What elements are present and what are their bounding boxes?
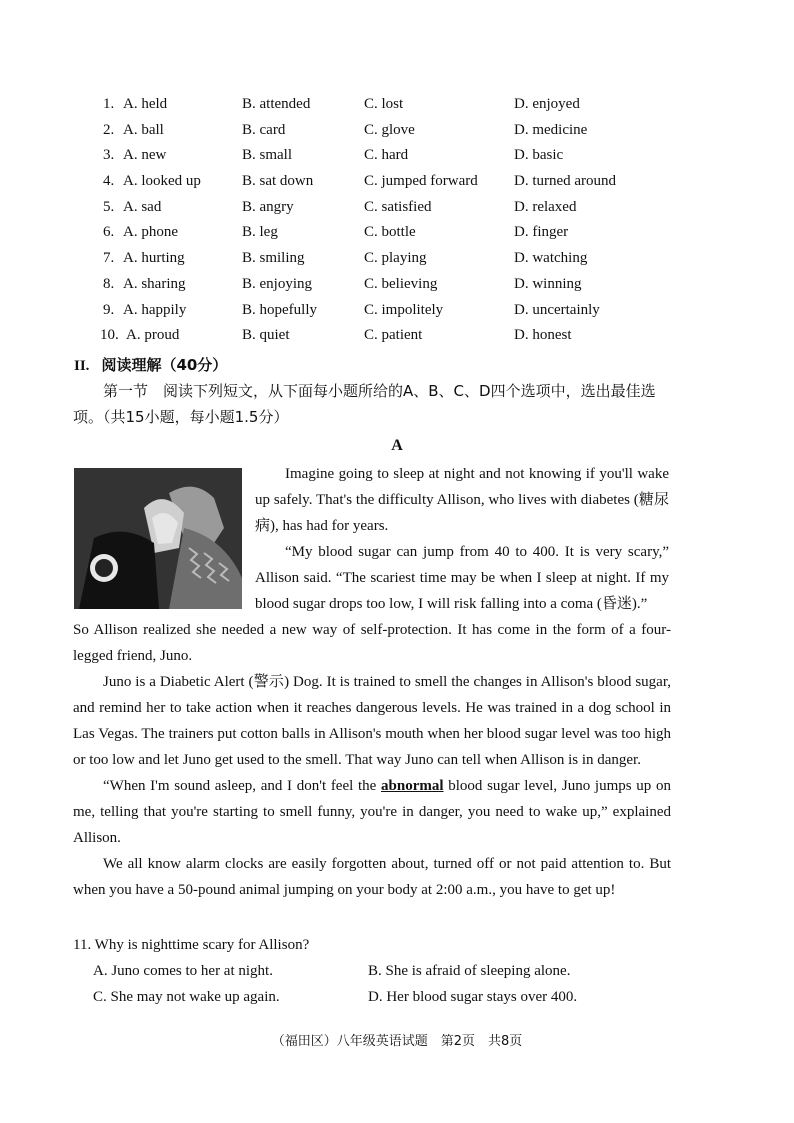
passage-photo (74, 468, 242, 609)
question-number: 5. (103, 198, 115, 215)
question-number: 1. (103, 96, 115, 112)
paragraph-4 (73, 773, 671, 851)
option-c: C. impolitely (364, 301, 444, 318)
question-number: 6. (103, 224, 115, 241)
option-a: A. ball (123, 121, 164, 138)
option-d: D. basic (514, 147, 564, 164)
choice-row (93, 984, 653, 1010)
option-a: A. sharing (123, 275, 186, 292)
choice-a: A. Juno comes to her at night. (93, 963, 273, 979)
option-b: B. attended (242, 96, 311, 112)
question-choices (93, 958, 653, 1010)
option-a: A. proud (126, 327, 180, 344)
paragraph-3: Juno is a Diabetic Alert (警示) Dog. It is trained to smell the changes in Allison's blood sugar, and remind her to take action when it reaches dangerous levels. He was trained in a dog school in Las Vegas. The trainers put cotton balls in Allison's mouth when her blood sugar level was too high or too low and let Juno get used to the smell. That way Juno can tell when Allison is in danger. (73, 674, 671, 768)
page-footer: （福田区）八年级英语试题 第2页 共8页 (271, 1034, 523, 1049)
option-d: D. finger (514, 224, 569, 241)
instruction-line-2: 项。（共15小题，每小题1.5分） (73, 408, 289, 426)
question-number: 4. (103, 173, 115, 190)
keyword-abnormal: abnormal (381, 778, 444, 794)
paragraph-5: We all know alarm clocks are easily forgotten about, turned off or not paid attention to. But when you have a 50-pound animal jumping on your body at 2:00 a.m., you have to get up! (73, 856, 671, 898)
option-b: B. quiet (242, 327, 290, 344)
paragraph-2-continued: So Allison realized she needed a new way of self-protection. It has come in the form of a four-legged friend, Juno. (73, 622, 671, 664)
option-c: C. patient (364, 327, 423, 344)
section-title: 阅读理解（40分） (101, 356, 228, 374)
question-number: 10. (100, 327, 119, 344)
option-c: C. believing (364, 275, 438, 292)
option-b: B. hopefully (242, 301, 317, 318)
section-heading (74, 354, 227, 375)
option-d: D. honest (514, 327, 572, 344)
option-d: D. medicine (514, 121, 588, 138)
question-stem: 11. Why is nighttime scary for Allison? (73, 937, 310, 953)
option-b: B. angry (242, 198, 294, 215)
option-c: C. glove (364, 121, 415, 138)
option-d: D. winning (514, 275, 582, 292)
option-d: D. turned around (514, 173, 617, 190)
choice-d: D. Her blood sugar stays over 400. (368, 989, 578, 1005)
choice-row (93, 958, 653, 984)
option-a: A. held (123, 96, 168, 112)
section-number: II. (74, 358, 90, 374)
option-b: B. card (242, 121, 286, 138)
passage-intro (255, 461, 669, 617)
section-instructions (73, 378, 673, 430)
question-number: 8. (103, 275, 115, 292)
option-b: B. small (242, 147, 293, 164)
option-b: B. leg (242, 224, 278, 241)
option-c: C. hard (364, 147, 409, 164)
paragraph-4-start: “When I'm sound asleep, and I don't feel the (103, 778, 382, 794)
option-d: D. enjoyed (514, 96, 580, 112)
choice-b: B. She is afraid of sleeping alone. (368, 963, 571, 979)
option-c: C. satisfied (364, 198, 432, 215)
question-number: 3. (103, 147, 115, 164)
option-d: D. uncertainly (514, 301, 600, 318)
option-c: C. playing (364, 250, 427, 267)
option-a: A. happily (123, 301, 187, 318)
paragraph-2: “My blood sugar can jump from 40 to 400. It is very scary,” Allison said. “The scariest time may be when I sleep at night. If my blood sugar drops too low, I will risk falling into a coma (昏迷).” (255, 544, 669, 612)
option-c: C. jumped forward (364, 173, 478, 190)
option-b: B. enjoying (242, 275, 312, 292)
option-a: A. looked up (123, 173, 201, 190)
option-b: B. sat down (242, 173, 314, 190)
option-c: C. bottle (364, 224, 416, 241)
question-number: 9. (103, 301, 115, 318)
option-a: A. new (123, 147, 167, 164)
option-d: D. relaxed (514, 198, 577, 215)
question-number: 7. (103, 250, 115, 267)
passage-body (73, 617, 671, 903)
instruction-line-1: 第一节 阅读下列短文，从下面每小题所给的A、B、C、D四个选项中，选出最佳选 (103, 382, 656, 400)
question-number: 2. (103, 121, 115, 138)
option-a: A. hurting (123, 250, 185, 267)
paragraph-4-end: blood sugar level, Juno jumps up on me, telling that you're starting to smell funny, you're in danger, you need to wake up,” explained Allison. (73, 778, 671, 846)
paragraph-1: Imagine going to sleep at night and not knowing if you'll wake up safely. That's the difficulty Allison, who lives with diabetes (糖尿病), has had for years. (255, 466, 669, 534)
option-b: B. smiling (242, 250, 305, 267)
option-a: A. phone (123, 224, 178, 241)
choice-c: C. She may not wake up again. (93, 989, 280, 1005)
passage-letter: A (391, 437, 403, 454)
option-c: C. lost (364, 96, 404, 112)
option-d: D. watching (514, 250, 588, 267)
option-a: A. sad (123, 198, 162, 215)
